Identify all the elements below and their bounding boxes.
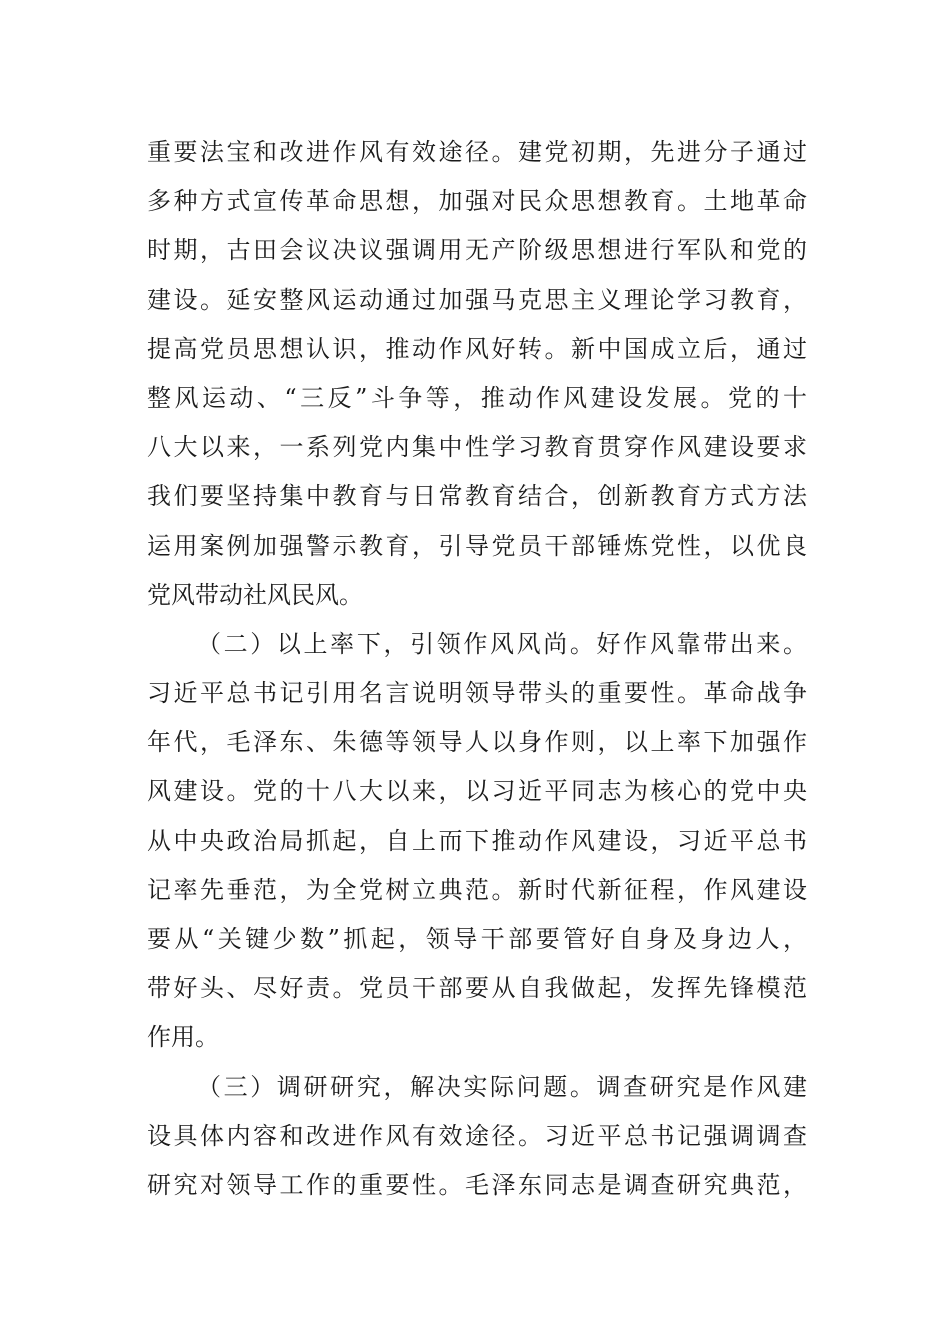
text-line: 整风运动、“三反”斗争等，推动作风建设发展。党的十 [147, 383, 807, 412]
text-line: 习近平总书记引用名言说明领导带头的重要性。革命战争 [147, 679, 807, 708]
text-line: 党风带动社风民风。 [147, 580, 363, 609]
text-line: 研究对领导工作的重要性。毛泽东同志是调查研究典范， [147, 1170, 807, 1199]
text-line: 年代，毛泽东、朱德等领导人以身作则，以上率下加强作 [147, 728, 807, 757]
text-line: 设具体内容和改进作风有效途径。习近平总书记强调调查 [147, 1121, 807, 1150]
text-line: 要从“关键少数”抓起，领导干部要管好自身及身边人， [147, 925, 807, 953]
paragraph [147, 128, 807, 620]
body-text [147, 128, 807, 1210]
text-line: 作用。 [147, 1023, 219, 1052]
paragraph-heading-line: （二）以上率下，引领作风风尚。好作风靠带出来。 [197, 629, 807, 658]
text-line: 多种方式宣传革命思想，加强对民众思想教育。土地革命 [147, 187, 807, 216]
text-line: 时期，古田会议决议强调用无产阶级思想进行军队和党的 [147, 236, 807, 265]
text-line: 记率先垂范，为全党树立典范。新时代新征程，作风建设 [147, 875, 807, 904]
text-line: 带好头、尽好责。党员干部要从自我做起，发挥先锋模范 [147, 974, 807, 1003]
text-line: 运用案例加强警示教育，引导党员干部锤炼党性，以优良 [147, 531, 807, 560]
text-line: 八大以来，一系列党内集中性学习教育贯穿作风建设要求 [147, 433, 807, 462]
text-line: 风建设。党的十八大以来，以习近平同志为核心的党中央 [147, 777, 807, 806]
text-line: 重要法宝和改进作风有效途径。建党初期，先进分子通过 [147, 138, 807, 166]
text-line: 提高党员思想认识，推动作风好转。新中国成立后，通过 [147, 334, 807, 363]
text-line: 建设。延安整风运动通过加强马克思主义理论学习教育， [147, 285, 807, 314]
paragraph [147, 1063, 807, 1211]
text-line: 我们要坚持集中教育与日常教育结合，创新教育方式方法 [147, 482, 807, 511]
text-line: 从中央政治局抓起，自上而下推动作风建设，习近平总书 [147, 826, 807, 855]
paragraph-heading-line: （三）调研研究，解决实际问题。调查研究是作风建 [197, 1072, 807, 1101]
paragraph [147, 620, 807, 1063]
